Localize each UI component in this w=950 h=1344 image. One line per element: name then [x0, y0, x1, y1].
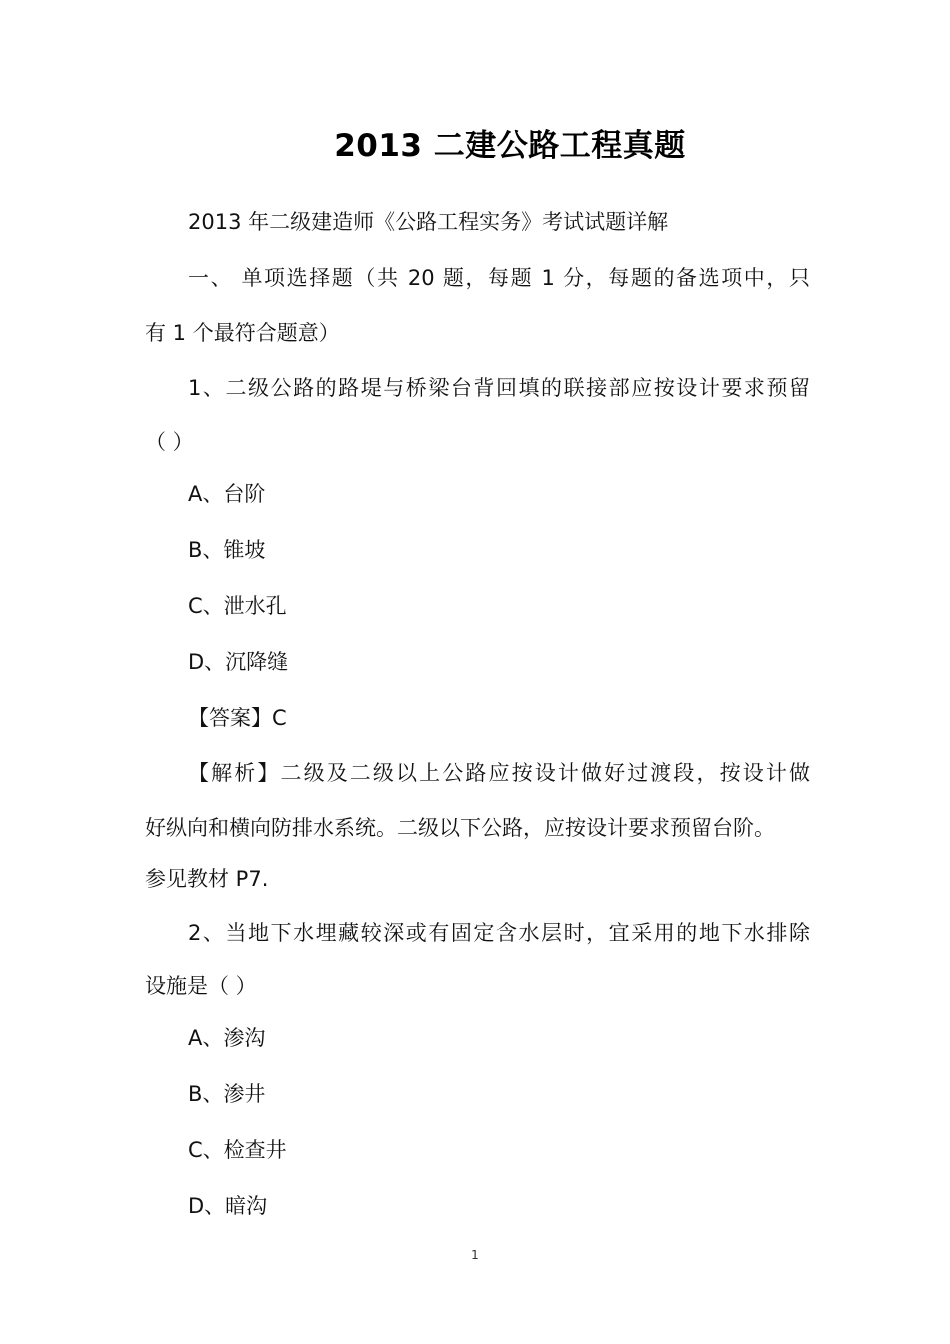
question-2-option-a: A、渗沟 [188, 1026, 266, 1050]
question-2-option-c: C、检查井 [188, 1138, 287, 1162]
question-1-option-d: D、沉降缝 [188, 650, 289, 674]
question-2-option-d: D、暗沟 [188, 1194, 268, 1218]
question-1-option-a: A、台阶 [188, 482, 266, 506]
question-1-analysis-line2: 好纵向和横向防排水系统。二级以下公路，应按设计要求预留台阶。 [145, 816, 775, 840]
question-2-option-b: B、渗井 [188, 1082, 266, 1106]
question-1-option-b: B、锥坡 [188, 538, 266, 562]
document-subtitle: 2013 年二级建造师《公路工程实务》考试试题详解 [188, 210, 669, 234]
section-heading-line1: 一、 单项选择题（共 20 题，每题 1 分，每题的备选项中，只 [188, 266, 810, 290]
page-number: 1 [471, 1248, 479, 1262]
question-1-stem-line1: 1、二级公路的路堤与桥梁台背回填的联接部应按设计要求预留 [188, 376, 810, 400]
question-2-stem-line1: 2、当地下水埋藏较深或有固定含水层时，宜采用的地下水排除 [188, 921, 810, 945]
section-heading-line2: 有 1 个最符合题意） [145, 321, 340, 345]
question-2-stem-line2: 设施是（ ） [145, 974, 257, 998]
question-1-analysis-line1: 【解析】二级及二级以上公路应按设计做好过渡段，按设计做 [188, 761, 810, 785]
question-1-analysis-line3: 参见教材 P7. [145, 867, 269, 891]
document-title: 2013 二建公路工程真题 [334, 128, 686, 164]
question-1-stem-line2: （ ） [145, 430, 194, 454]
question-1-option-c: C、泄水孔 [188, 594, 287, 618]
question-1-answer: 【答案】C [188, 706, 287, 730]
